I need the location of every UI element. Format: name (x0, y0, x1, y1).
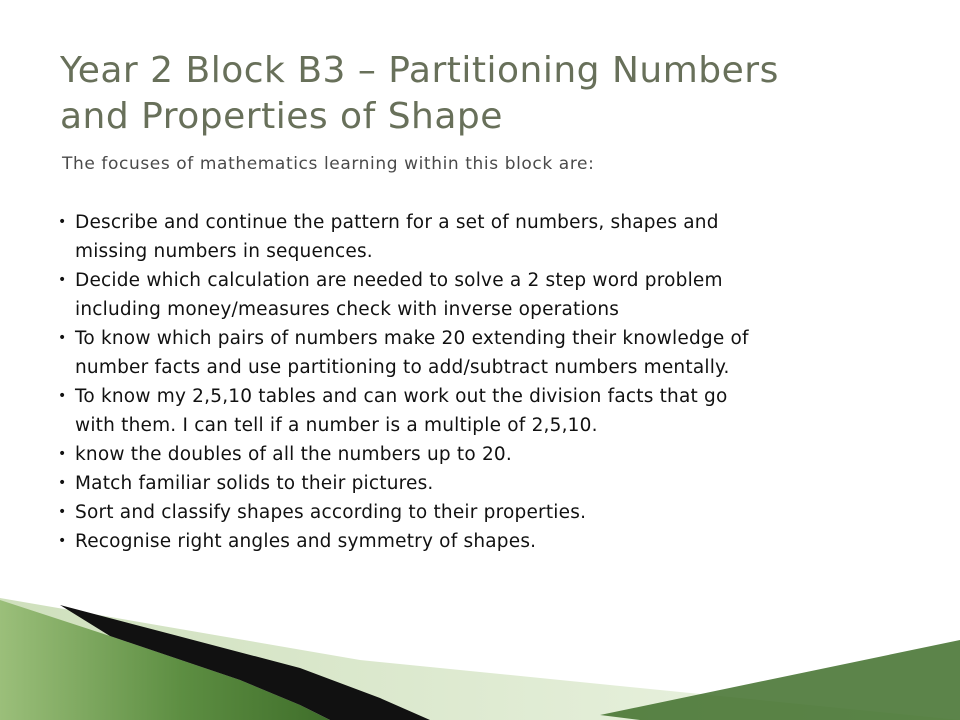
bullet-line-1: Match familiar solids to their pictures. (75, 473, 434, 494)
bullet-icon: • (58, 388, 67, 404)
bullet-line-1: know the doubles of all the numbers up to 20. (75, 444, 512, 465)
bullet-line-2: including money/measures check with inverse operations (75, 299, 620, 320)
bullet-icon: • (58, 214, 67, 230)
decorative-green-right (600, 640, 960, 720)
bullet-icon: • (58, 504, 67, 520)
bullet-line-2: with them. I can tell if a number is a multiple of 2,5,10. (75, 415, 598, 436)
bullet-icon: • (58, 330, 67, 346)
bullet-line-1: To know which pairs of numbers make 20 extending their knowledge of (75, 328, 749, 349)
bullet-line-1: Recognise right angles and symmetry of shapes. (75, 531, 537, 552)
bullet-icon: • (58, 272, 67, 288)
bullet-icon: • (58, 533, 67, 549)
bullet-line-2: number facts and use partitioning to add/subtract numbers mentally. (75, 357, 730, 378)
bullet-icon: • (58, 475, 67, 491)
title-line-2: and Properties of Shape (60, 96, 503, 137)
bullet-line-1: Decide which calculation are needed to solve a 2 step word problem (75, 270, 723, 291)
bullet-line-2: missing numbers in sequences. (75, 241, 373, 262)
slide-subtitle: The focuses of mathematics learning within this block are: (62, 154, 595, 174)
bullet-line-1: To know my 2,5,10 tables and can work out the division facts that go (75, 386, 728, 407)
bullet-line-1: Describe and continue the pattern for a set of numbers, shapes and (75, 212, 719, 233)
title-line-1: Year 2 Block B3 – Partitioning Numbers (60, 50, 779, 91)
bullet-icon: • (58, 446, 67, 462)
bullet-line-1: Sort and classify shapes according to their properties. (75, 502, 587, 523)
